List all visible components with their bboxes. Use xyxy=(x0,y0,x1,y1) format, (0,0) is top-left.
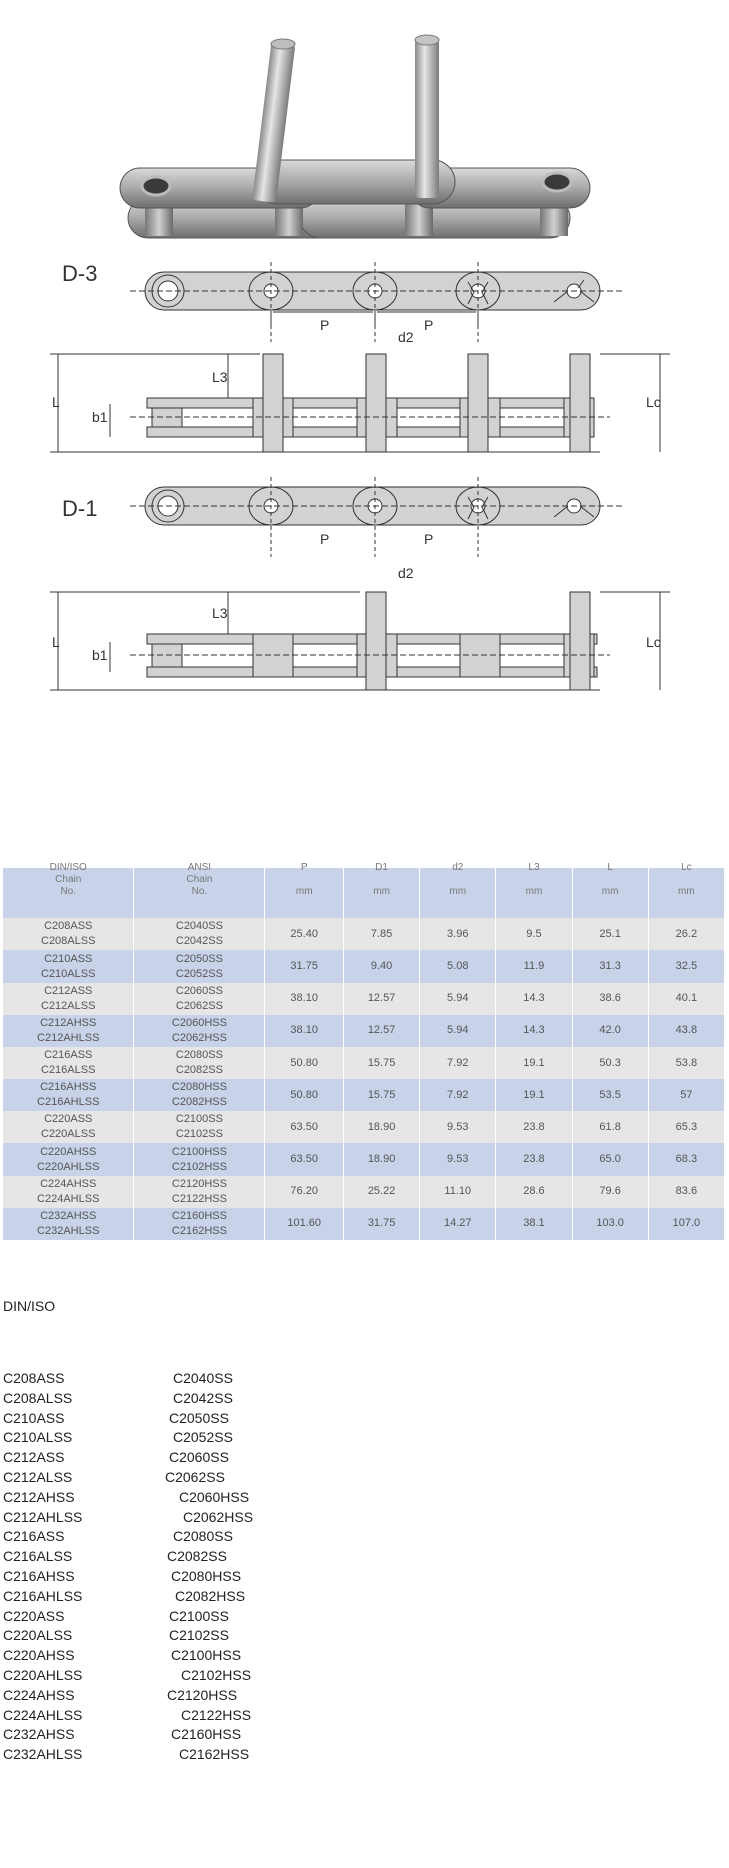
list-item xyxy=(3,1625,229,1645)
list-item-din: C216AHLSS xyxy=(3,1587,83,1604)
technical-drawings xyxy=(0,262,729,862)
cell-ansi: C2160HSS C2162HSS xyxy=(134,1208,265,1240)
cell-lc: 107.0 xyxy=(648,1208,724,1240)
label-d2-1: d2 xyxy=(398,329,414,345)
list-title: DIN/ISO xyxy=(3,1298,56,1314)
spec-table xyxy=(3,862,725,1240)
cell-din-iso: C210ASS C210ALSS xyxy=(3,950,134,982)
cell-d1: 15.75 xyxy=(343,1047,419,1079)
table-row xyxy=(3,983,725,1015)
table-row xyxy=(3,950,725,982)
cell-p: 50.80 xyxy=(265,1047,344,1079)
list-item-din: C216ASS xyxy=(3,1528,65,1545)
list-item-ansi: C2080SS xyxy=(173,1528,233,1545)
cell-d2: 7.92 xyxy=(420,1079,496,1111)
label-l3-1: L3 xyxy=(212,369,228,385)
label-p-1: P xyxy=(320,317,330,333)
list-item-din: C232AHSS xyxy=(3,1726,75,1743)
list-item-din: C212ALSS xyxy=(3,1469,73,1485)
d3-top-view xyxy=(130,262,625,342)
label-l-1: L xyxy=(52,394,60,410)
cell-lc: 53.8 xyxy=(648,1047,724,1079)
cell-ansi: C2100SS C2102SS xyxy=(134,1111,265,1143)
label-l-2: L xyxy=(52,634,60,650)
cell-d2: 5.94 xyxy=(420,1015,496,1047)
cell-din-iso: C232AHSS C232AHLSS xyxy=(3,1208,134,1240)
table-row xyxy=(3,1208,725,1240)
list-item-ansi: C2102SS xyxy=(169,1627,229,1644)
list-item-ansi: C2100SS xyxy=(169,1607,229,1624)
cell-d1: 9.40 xyxy=(343,950,419,982)
list-item-din: C220AHLSS xyxy=(3,1667,83,1683)
label-l3-2: L3 xyxy=(212,605,228,621)
cell-p: 50.80 xyxy=(265,1079,344,1111)
cell-l: 42.0 xyxy=(572,1015,648,1047)
cell-ansi: C2060HSS C2062HSS xyxy=(134,1015,265,1047)
table-row xyxy=(3,1111,725,1143)
list-item xyxy=(3,1368,233,1388)
header-d1: D1 mm xyxy=(343,868,419,918)
cell-din-iso: C212AHSS C212AHLSS xyxy=(3,1015,134,1047)
list-item xyxy=(3,1705,251,1725)
product-photo xyxy=(0,0,729,262)
cell-d1: 12.57 xyxy=(343,1015,419,1047)
cell-p: 76.20 xyxy=(265,1176,344,1208)
cell-d2: 5.94 xyxy=(420,983,496,1015)
cell-d1: 18.90 xyxy=(343,1143,419,1175)
cell-din-iso: C212ASS C212ALSS xyxy=(3,983,134,1015)
label-d3: D-3 xyxy=(62,261,98,286)
list-item-ansi: C2162HSS xyxy=(179,1746,250,1763)
cell-l: 61.8 xyxy=(572,1111,648,1143)
cell-l: 38.6 xyxy=(572,983,648,1015)
list-item xyxy=(3,1645,241,1665)
list-item-ansi: C2080HSS xyxy=(171,1568,242,1584)
list-item xyxy=(3,1388,233,1408)
d1-top-view xyxy=(130,477,625,557)
header-ansi: ANSI Chain No. xyxy=(134,868,265,918)
list-item xyxy=(3,1526,233,1546)
list-item-din: C212AHSS xyxy=(3,1488,75,1505)
cell-l3: 11.9 xyxy=(496,950,572,982)
list-item-din: C220ASS xyxy=(3,1607,65,1624)
cell-ansi: C2120HSS C2122HSS xyxy=(134,1176,265,1208)
cell-p: 31.75 xyxy=(265,950,344,982)
cell-din-iso: C216ASS C216ALSS xyxy=(3,1047,134,1079)
list-item-din: C212AHLSS xyxy=(3,1508,83,1525)
list-item xyxy=(3,1566,241,1586)
cell-d1: 31.75 xyxy=(343,1208,419,1240)
list-item-din: C220AHSS xyxy=(3,1647,75,1664)
list-item-ansi: C2122HSS xyxy=(181,1706,252,1723)
table-row xyxy=(3,918,725,950)
cell-p: 101.60 xyxy=(265,1208,344,1240)
cell-ansi: C2050SS C2052SS xyxy=(134,950,265,982)
cell-l: 103.0 xyxy=(572,1208,648,1240)
list-item-din: C224AHLSS xyxy=(3,1706,83,1723)
table-body xyxy=(3,918,725,1240)
cell-l3: 38.1 xyxy=(496,1208,572,1240)
list-item-ansi: C2060HSS xyxy=(179,1488,250,1505)
cell-lc: 32.5 xyxy=(648,950,724,982)
label-p-4: P xyxy=(424,531,434,547)
cell-d1: 18.90 xyxy=(343,1111,419,1143)
list-item-din: C224AHSS xyxy=(3,1686,75,1703)
list-item-din: C216ALSS xyxy=(3,1548,73,1565)
header-p: P mm xyxy=(265,868,344,918)
table-row xyxy=(3,1143,725,1175)
list-item-ansi: C2060SS xyxy=(169,1449,229,1466)
cell-d1: 12.57 xyxy=(343,983,419,1015)
cell-l3: 19.1 xyxy=(496,1079,572,1111)
cell-l3: 14.3 xyxy=(496,1015,572,1047)
list-item-ansi: C2120HSS xyxy=(167,1686,238,1703)
table-row xyxy=(3,1015,725,1047)
label-p-2: P xyxy=(424,317,434,333)
cell-l: 31.3 xyxy=(572,950,648,982)
list-item xyxy=(3,1586,245,1606)
cell-d2: 7.92 xyxy=(420,1047,496,1079)
list-item xyxy=(3,1665,251,1685)
cell-din-iso: C208ASS C208ALSS xyxy=(3,918,134,950)
cell-p: 38.10 xyxy=(265,983,344,1015)
list-item-ansi: C2042SS xyxy=(173,1389,233,1406)
cell-p: 25.40 xyxy=(265,918,344,950)
cell-ansi: C2080SS C2082SS xyxy=(134,1047,265,1079)
cell-ansi: C2060SS C2062SS xyxy=(134,983,265,1015)
list-item-ansi: C2100HSS xyxy=(171,1647,242,1664)
list-item xyxy=(3,1447,229,1467)
cell-lc: 83.6 xyxy=(648,1176,724,1208)
cell-l3: 28.6 xyxy=(496,1176,572,1208)
list-item xyxy=(3,1507,253,1527)
cell-lc: 65.3 xyxy=(648,1111,724,1143)
cell-d2: 9.53 xyxy=(420,1143,496,1175)
list-item-din: C216AHSS xyxy=(3,1568,75,1584)
cell-din-iso: C216AHSS C216AHLSS xyxy=(3,1079,134,1111)
list-item-ansi: C2160HSS xyxy=(171,1726,242,1743)
cell-lc: 68.3 xyxy=(648,1143,724,1175)
cell-d1: 7.85 xyxy=(343,918,419,950)
header-din-iso: DIN/ISO Chain No. xyxy=(3,868,134,918)
cell-d1: 25.22 xyxy=(343,1176,419,1208)
list-item xyxy=(3,1427,233,1447)
list-item-ansi: C2052SS xyxy=(173,1429,233,1446)
cell-din-iso: C220AHSS C220AHLSS xyxy=(3,1143,134,1175)
cell-l3: 9.5 xyxy=(496,918,572,950)
cell-d2: 11.10 xyxy=(420,1176,496,1208)
chain-link-photo xyxy=(120,35,590,238)
cell-d2: 3.96 xyxy=(420,918,496,950)
list-item-ansi: C2082HSS xyxy=(175,1587,246,1604)
list-item xyxy=(3,1546,227,1566)
list-item xyxy=(3,1487,249,1507)
cell-l: 79.6 xyxy=(572,1176,648,1208)
table-row xyxy=(3,1176,725,1208)
cell-l3: 23.8 xyxy=(496,1143,572,1175)
cell-lc: 26.2 xyxy=(648,918,724,950)
list-item xyxy=(3,1744,249,1764)
label-d1: D-1 xyxy=(62,496,98,521)
header-l3: L3 mm xyxy=(496,868,572,918)
list-item-ansi: C2062HSS xyxy=(183,1508,254,1525)
list-item-din: C212ASS xyxy=(3,1449,65,1466)
list-item xyxy=(3,1467,225,1487)
cell-din-iso: C224AHSS C224AHLSS xyxy=(3,1176,134,1208)
cell-l: 65.0 xyxy=(572,1143,648,1175)
table-header-row xyxy=(3,868,725,918)
cell-lc: 57 xyxy=(648,1079,724,1111)
label-lc-1: Lc xyxy=(646,394,661,410)
list-item-din: C232AHLSS xyxy=(3,1746,83,1763)
cell-d1: 15.75 xyxy=(343,1079,419,1111)
list-item-din: C208ASS xyxy=(3,1370,65,1386)
label-d2-2: d2 xyxy=(398,565,414,581)
cell-ansi: C2040SS C2042SS xyxy=(134,918,265,950)
cell-l3: 19.1 xyxy=(496,1047,572,1079)
cell-d2: 9.53 xyxy=(420,1111,496,1143)
cell-l3: 14.3 xyxy=(496,983,572,1015)
table-row xyxy=(3,1047,725,1079)
list-item-din: C220ALSS xyxy=(3,1627,73,1644)
cell-din-iso: C220ASS C220ALSS xyxy=(3,1111,134,1143)
cell-l3: 23.8 xyxy=(496,1111,572,1143)
header-lc: Lc mm xyxy=(648,868,724,918)
list-item-din: C210ALSS xyxy=(3,1429,73,1446)
table-row xyxy=(3,1079,725,1111)
list-item-ansi: C2040SS xyxy=(173,1370,233,1386)
cell-p: 38.10 xyxy=(265,1015,344,1047)
d3-side-view xyxy=(50,354,670,452)
d1-side-view xyxy=(50,592,670,690)
list-item-din: C208ALSS xyxy=(3,1389,73,1406)
cell-p: 63.50 xyxy=(265,1111,344,1143)
list-item-din: C210ASS xyxy=(3,1409,65,1426)
cell-ansi: C2100HSS C2102HSS xyxy=(134,1143,265,1175)
list-item xyxy=(3,1724,241,1744)
cell-lc: 43.8 xyxy=(648,1015,724,1047)
header-l: L mm xyxy=(572,868,648,918)
cell-l: 25.1 xyxy=(572,918,648,950)
cell-l: 50.3 xyxy=(572,1047,648,1079)
cell-l: 53.5 xyxy=(572,1079,648,1111)
cell-p: 63.50 xyxy=(265,1143,344,1175)
label-lc-2: Lc xyxy=(646,634,661,650)
label-b1-2: b1 xyxy=(92,647,108,663)
list-item-ansi: C2062SS xyxy=(165,1469,225,1485)
list-item-ansi: C2082SS xyxy=(167,1548,227,1565)
header-d2: d2 mm xyxy=(420,868,496,918)
cell-d2: 14.27 xyxy=(420,1208,496,1240)
list-item xyxy=(3,1408,229,1428)
cell-d2: 5.08 xyxy=(420,950,496,982)
label-b1-1: b1 xyxy=(92,409,108,425)
list-item xyxy=(3,1606,229,1626)
cell-lc: 40.1 xyxy=(648,983,724,1015)
list-item-ansi: C2050SS xyxy=(169,1409,229,1426)
cell-ansi: C2080HSS C2082HSS xyxy=(134,1079,265,1111)
label-p-3: P xyxy=(320,531,330,547)
list-item xyxy=(3,1685,237,1705)
list-item-ansi: C2102HSS xyxy=(181,1667,252,1683)
